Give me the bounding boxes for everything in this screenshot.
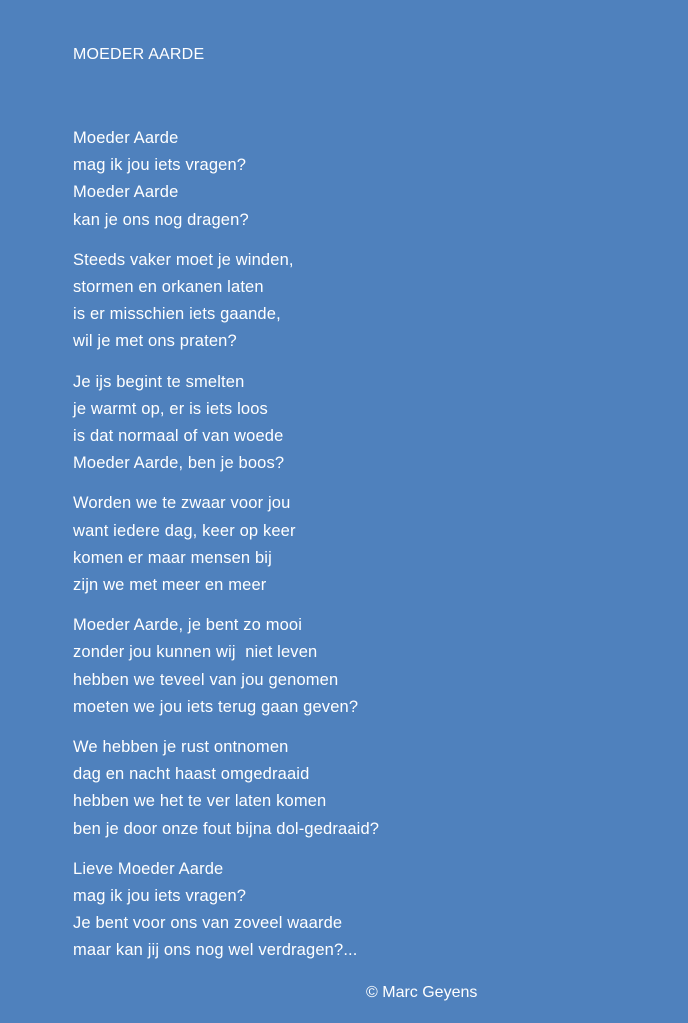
poem-line: Worden we te zwaar voor jou [73, 494, 291, 513]
poem-line: Lieve Moeder Aarde [73, 859, 224, 878]
copyright-notice: © Marc Geyens [366, 984, 478, 1001]
poem-line: wil je met ons praten? [73, 332, 237, 351]
poem-line: is dat normaal of van woede [73, 427, 284, 446]
poem-line: komen er maar mensen bij [73, 548, 272, 567]
poem-line: Moeder Aarde [73, 183, 179, 202]
stanza [73, 856, 633, 965]
poem-line: want iedere dag, keer op keer [73, 521, 296, 540]
stanza [73, 247, 633, 356]
poem-line: moeten we jou iets terug gaan geven? [73, 697, 359, 716]
poem-title: MOEDER AARDE [73, 46, 205, 63]
poem-line: hebben we teveel van jou genomen [73, 670, 339, 689]
poem-line: Moeder Aarde, ben je boos? [73, 454, 285, 473]
poem-line: maar kan jij ons nog wel verdragen?... [73, 941, 358, 960]
poem-line: is er misschien iets gaande, [73, 305, 281, 324]
poem-line: Moeder Aarde, je bent zo mooi [73, 616, 303, 635]
poem-line: stormen en orkanen laten [73, 278, 264, 297]
stanza [73, 734, 633, 843]
poem-line: je warmt op, er is iets loos [73, 399, 268, 418]
poem-line: Je bent voor ons van zoveel waarde [73, 914, 343, 933]
poem-line: Moeder Aarde [73, 129, 179, 147]
stanza [73, 125, 633, 234]
poem-body [73, 125, 633, 978]
poem-line: We hebben je rust ontnomen [73, 738, 289, 757]
poem-line: zijn we met meer en meer [73, 576, 267, 595]
poem-line: zonder jou kunnen wij niet leven [73, 643, 318, 662]
stanza [73, 490, 633, 599]
poem-line: mag ik jou iets vragen? [73, 887, 247, 906]
stanza [73, 612, 633, 721]
poem-line: ben je door onze fout bijna dol-gedraaid? [73, 819, 380, 838]
poem-line: dag en nacht haast omgedraaid [73, 765, 310, 784]
stanza [73, 369, 633, 478]
poem-line: Steeds vaker moet je winden, [73, 250, 294, 269]
poem-line: Je ijs begint te smelten [73, 372, 245, 391]
poem-line: mag ik jou iets vragen? [73, 156, 247, 175]
poem-line: kan je ons nog dragen? [73, 210, 249, 229]
poem-line: hebben we het te ver laten komen [73, 792, 327, 811]
